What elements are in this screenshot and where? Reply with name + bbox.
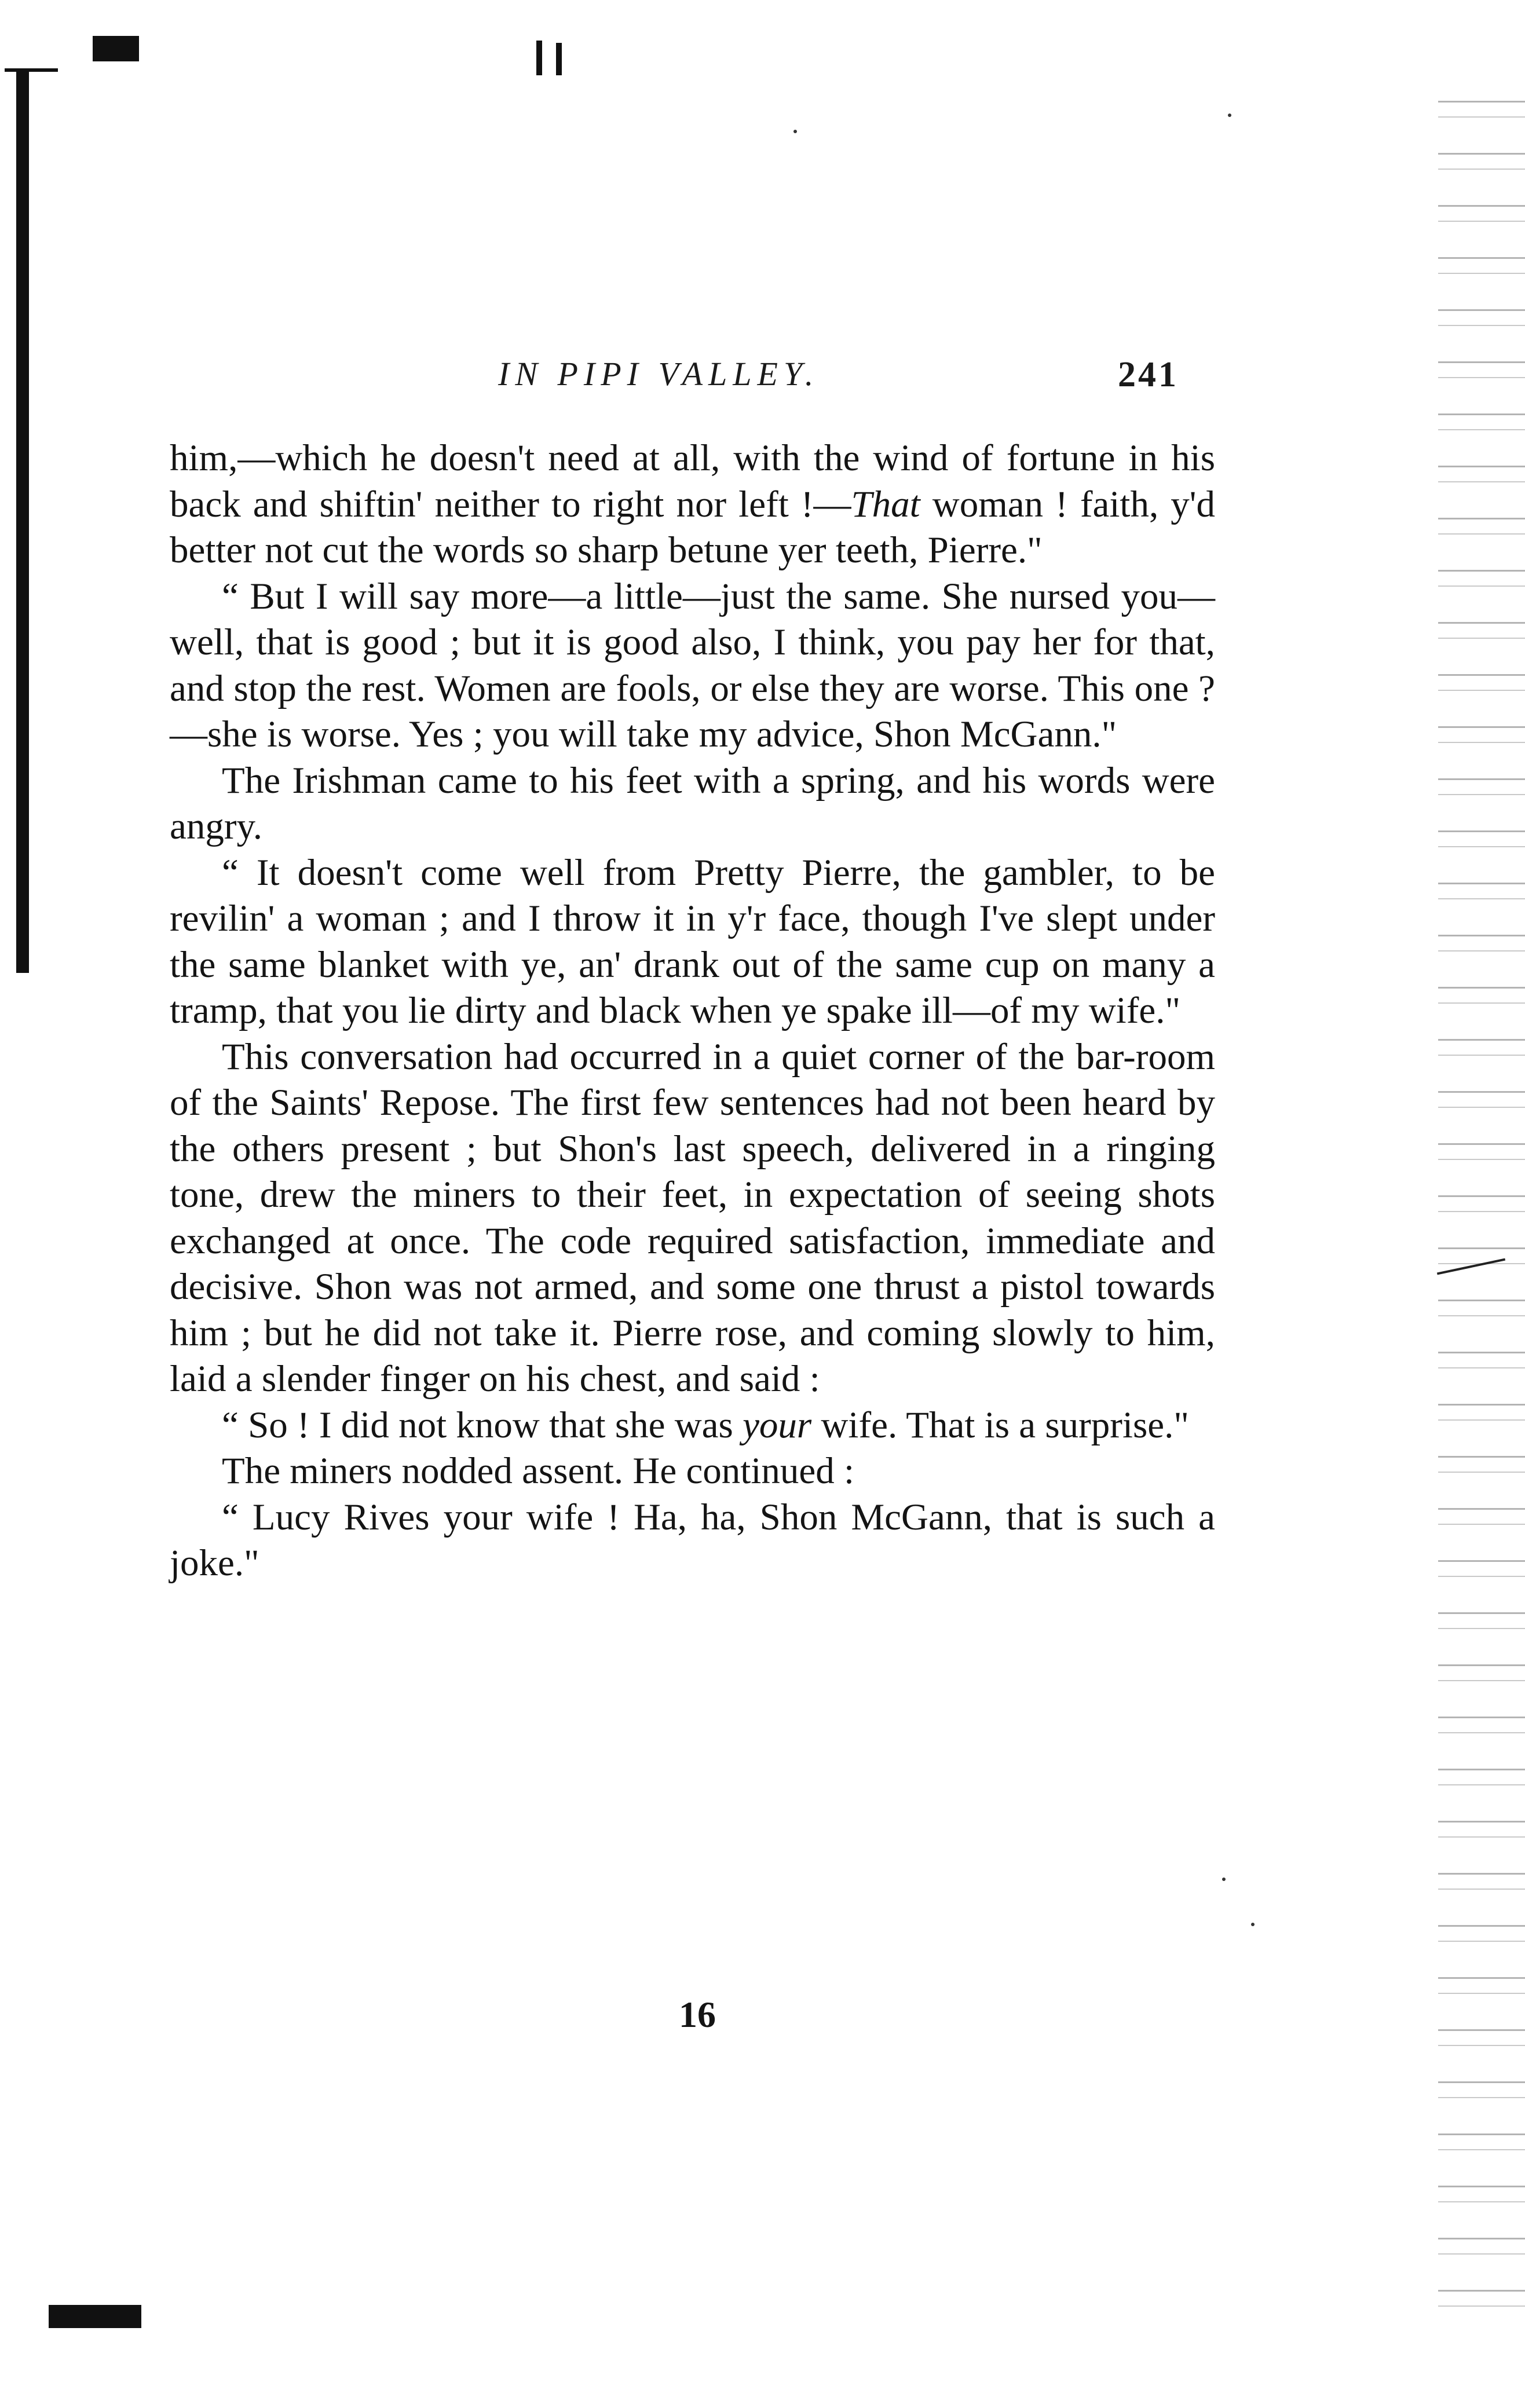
paragraph <box>170 1034 1215 1403</box>
body-text <box>170 436 1215 1587</box>
paragraph-text: The miners nodded assent. He continued : <box>222 1450 855 1492</box>
paragraph-text: wife. That is a surprise." <box>811 1404 1189 1446</box>
paragraph-text: “ So ! I did not know that she was <box>222 1404 743 1446</box>
scan-mark-top-b <box>556 43 562 75</box>
scan-edge-tick <box>5 68 58 72</box>
signature-mark: 16 <box>679 1994 716 2035</box>
scan-dot <box>1228 114 1231 117</box>
scan-edge-speckle <box>1438 81 1525 2340</box>
paragraph <box>170 574 1215 758</box>
paragraph <box>170 1448 1215 1495</box>
scan-mark-top-a <box>536 41 542 75</box>
paragraph <box>170 850 1215 1034</box>
italic-emphasis: your <box>743 1404 812 1446</box>
page-number: 241 <box>1118 355 1179 394</box>
paragraph-text: “ But I will say more—a little—just the same. She nursed you—well, that is good ; but it is good also, I think, you pay her for that, and stop the rest. Women are fools, or else they are worse. This one ? —she is worse. Yes ; you will take my advice, Shon McGann." <box>170 575 1215 755</box>
scan-dot <box>793 130 797 133</box>
paragraph-text: him,—which he doesn't need at all, with the wind of fortune in his back and shiftin' neither to right nor left !— <box>170 437 1215 525</box>
scan-smudge-top-left <box>93 36 139 61</box>
paragraph <box>170 1403 1215 1449</box>
paragraph <box>170 1495 1215 1587</box>
paragraph-text: This conversation had occurred in a quiet corner of the bar-room of the Saints' Repose. The first few sentences had not been heard by the others present ; but Shon's last speech, delivered in a ringing tone, drew the miners to their feet, in expectation of seeing shots exchanged at once. The code required satisfaction, immediate and decisive. Shon was not armed, and some one thrust a pistol towards him ; but he did not take it. Pierre rose, and coming slowly to him, laid a slender finger on his chest, and said : <box>170 1035 1215 1400</box>
scan-dot <box>1222 1878 1226 1881</box>
paragraph-text: The Irishman came to his feet with a spring, and his words were angry. <box>170 759 1215 847</box>
paragraph <box>170 758 1215 850</box>
paragraph-text: “ It doesn't come well from Pretty Pierre, the gambler, to be revilin' a woman ; and I throw it in y'r face, though I've slept under the same blanket with ye, an' drank out of the same cup on many a tramp, that you lie dirty and black when ye spake ill—of my wife." <box>170 851 1215 1031</box>
paragraph-text: woman ! faith, y'd better not cut the words so sharp betune yer teeth, Pierre." <box>170 483 1215 571</box>
paragraph-text: “ Lucy Rives your wife ! Ha, ha, Shon McGann, that is such a joke." <box>170 1496 1215 1584</box>
running-title: IN PIPI VALLEY. <box>498 355 820 393</box>
scan-edge-bar <box>16 69 29 973</box>
running-head <box>0 354 1525 401</box>
scan-dot <box>1251 1923 1255 1926</box>
paragraph <box>170 436 1215 574</box>
scan-smudge-bottom-left <box>49 2305 141 2328</box>
italic-emphasis: That <box>851 483 920 525</box>
